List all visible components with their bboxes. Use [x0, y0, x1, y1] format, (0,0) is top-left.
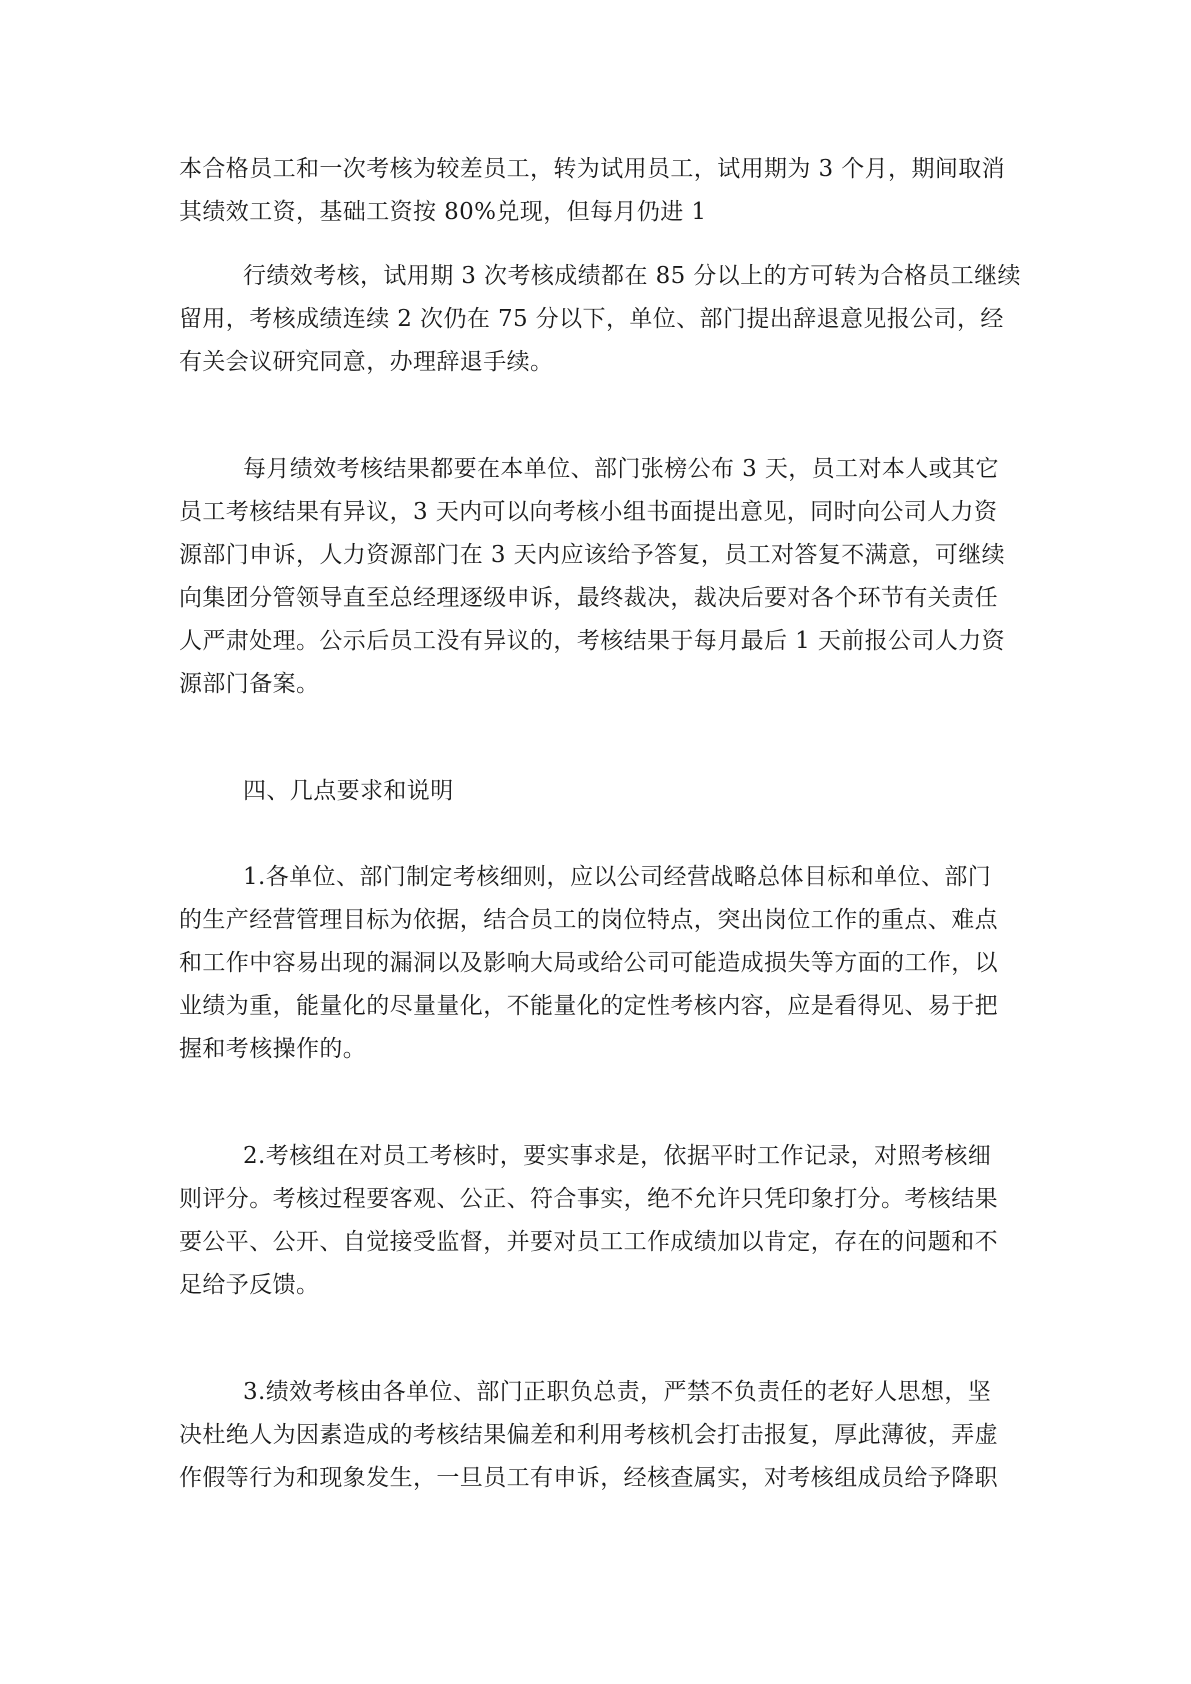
text-line: 足给予反馈。 [179, 1272, 320, 1298]
paragraph-appeal [179, 448, 1017, 706]
text-line: 握和考核操作的。 [179, 1036, 367, 1062]
text-line: 每月绩效考核结果都要在本单位、部门张榜公布 3 天，员工对本人或其它 [243, 456, 999, 482]
text-line: 留用，考核成绩连续 2 次仍在 75 分以下，单位、部门提出辞退意见报公司，经 [179, 306, 1004, 332]
paragraph-item-1 [179, 856, 1017, 1071]
text-line: 员工考核结果有异议，3 天内可以向考核小组书面提出意见，同时向公司人力资 [179, 499, 998, 525]
heading-text: 四、几点要求和说明 [243, 778, 454, 804]
paragraph-continuation [179, 148, 1017, 234]
text-line: 其绩效工资，基础工资按 80%兑现，但每月仍进 1 [179, 199, 707, 225]
text-line: 和工作中容易出现的漏洞以及影响大局或给公司可能造成损失等方面的工作，以 [179, 950, 998, 976]
text-line: 有关会议研究同意，办理辞退手续。 [179, 349, 554, 375]
text-line: 本合格员工和一次考核为较差员工，转为试用员工，试用期为 3 个月，期间取消 [179, 156, 1006, 182]
text-line: 作假等行为和现象发生，一旦员工有申诉，经核查属实，对考核组成员给予降职 [179, 1465, 998, 1491]
paragraph-probation [179, 255, 1021, 384]
section-heading [179, 770, 1017, 813]
text-line: 向集团分管领导直至总经理逐级申诉，最终裁决，裁决后要对各个环节有关责任 [179, 585, 998, 611]
text-line: 行绩效考核，试用期 3 次考核成绩都在 85 分以上的方可转为合格员工继续 [243, 263, 1021, 289]
text-line: 人严肃处理。公示后员工没有异议的，考核结果于每月最后 1 天前报公司人力资 [179, 628, 1006, 654]
text-line: 要公平、公开、自觉接受监督，并要对员工工作成绩加以肯定，存在的问题和不 [179, 1229, 998, 1255]
text-line: 业绩为重，能量化的尽量量化，不能量化的定性考核内容，应是看得见、易于把 [179, 993, 998, 1019]
text-line: 1.各单位、部门制定考核细则，应以公司经营战略总体目标和单位、部门 [243, 864, 992, 890]
text-line: 2.考核组在对员工考核时，要实事求是，依据平时工作记录，对照考核细 [243, 1143, 992, 1169]
text-line: 则评分。考核过程要客观、公正、符合事实，绝不允许只凭印象打分。考核结果 [179, 1186, 998, 1212]
paragraph-item-2 [179, 1135, 1017, 1307]
text-line: 的生产经营管理目标为依据，结合员工的岗位特点，突出岗位工作的重点、难点 [179, 907, 998, 933]
paragraph-item-3 [179, 1371, 1017, 1500]
text-line: 决杜绝人为因素造成的考核结果偏差和利用考核机会打击报复，厚此薄彼，弄虚 [179, 1422, 998, 1448]
text-line: 源部门申诉，人力资源部门在 3 天内应该给予答复，员工对答复不满意，可继续 [179, 542, 1006, 568]
text-line: 源部门备案。 [179, 671, 320, 697]
text-line: 3.绩效考核由各单位、部门正职负总责，严禁不负责任的老好人思想，坚 [243, 1379, 992, 1405]
